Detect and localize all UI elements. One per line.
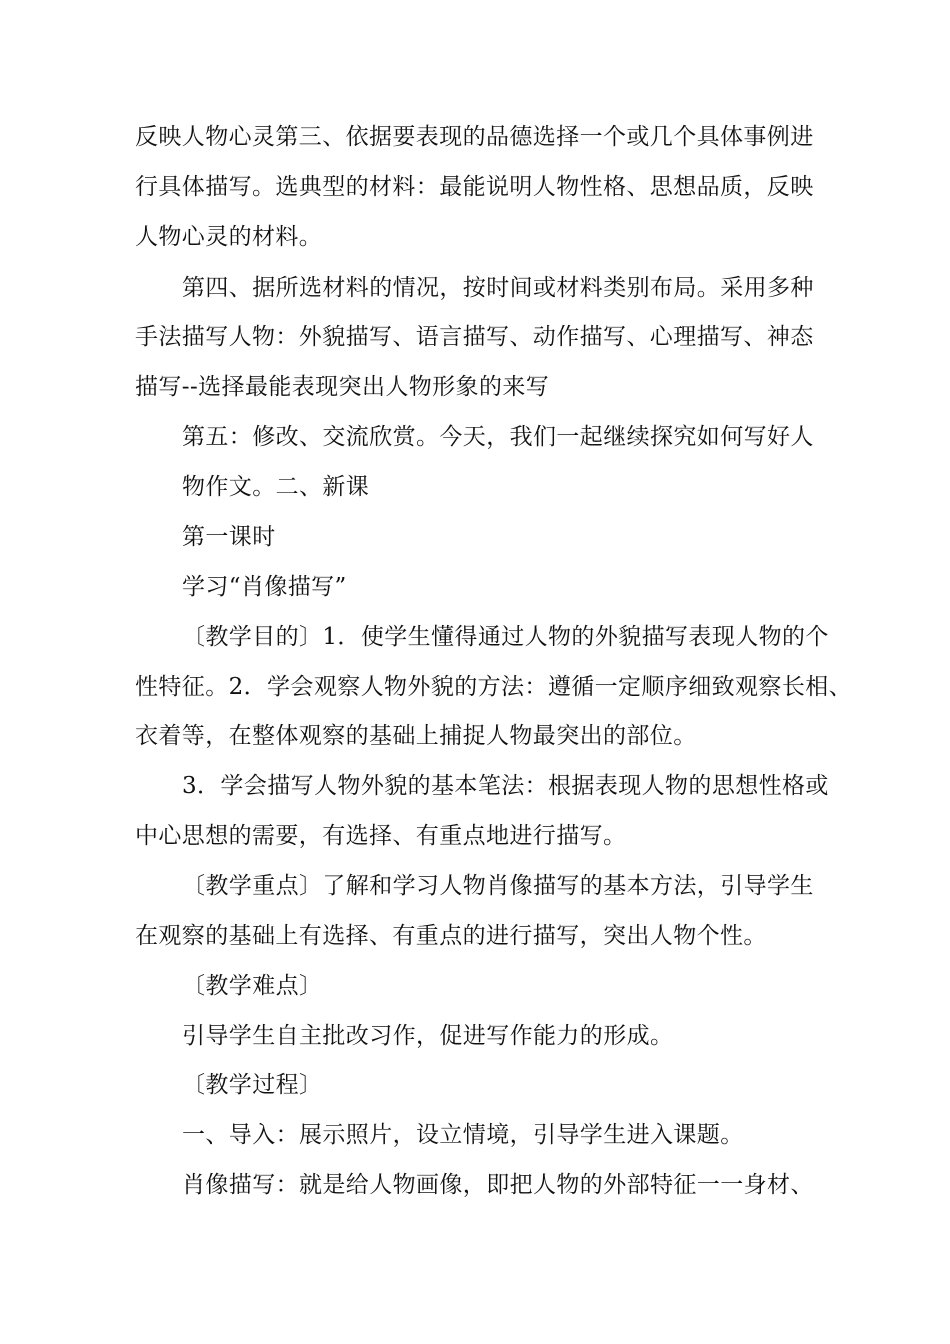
text-line-15: 中心思想的需要，有选择、有重点地进行描写。	[135, 823, 627, 849]
text-line-22: 肖像描写：就是给人物画像，即把人物的外部特征一一身材、	[182, 1172, 814, 1198]
text-line-3: 人物心灵的材料。	[135, 224, 323, 250]
text-line-21: 一、导入：展示照片，设立情境，引导学生进入课题。	[182, 1122, 744, 1148]
text-line-14: 3．学会描写人物外貌的基本笔法：根据表现人物的思想性格或	[182, 773, 829, 799]
text-line-20: 〔教学过程〕	[182, 1072, 323, 1098]
text-line-8: 物作文。二、新课	[182, 474, 370, 500]
text-line-7: 第五：修改、交流欣赏。今天，我们一起继续探究如何写好人	[182, 424, 814, 450]
text-line-2: 行具体描写。选典型的材料：最能说明人物性格、思想品质，反映	[135, 174, 814, 200]
text-line-18: 〔教学难点〕	[182, 973, 323, 999]
text-line-9: 第一课时	[182, 524, 276, 550]
text-line-12: 性特征。2．学会观察人物外貌的方法：遵循一定顺序细致观察长相、	[135, 674, 853, 700]
text-line-4: 第四、据所选材料的情况，按时间或材料类别布局。采用多种	[182, 275, 814, 301]
text-line-1: 反映人物心灵第三、依据要表现的品德选择一个或几个具体事例进	[135, 124, 814, 150]
text-line-10: 学习“肖像描写”	[182, 574, 347, 600]
text-line-13: 衣着等，在整体观察的基础上捕捉人物最突出的部位。	[135, 723, 697, 749]
text-line-6: 描写--选择最能表现突出人物形象的来写	[135, 374, 550, 400]
text-line-16: 〔教学重点〕了解和学习人物肖像描写的基本方法，引导学生	[182, 873, 814, 899]
text-line-11: 〔教学目的〕1．使学生懂得通过人物的外貌描写表现人物的个	[182, 624, 829, 650]
text-line-17: 在观察的基础上有选择、有重点的进行描写，突出人物个性。	[135, 923, 767, 949]
text-line-5: 手法描写人物：外貌描写、语言描写、动作描写、心理描写、神态	[135, 324, 814, 350]
text-line-19: 引导学生自主批改习作，促进写作能力的形成。	[182, 1023, 674, 1049]
